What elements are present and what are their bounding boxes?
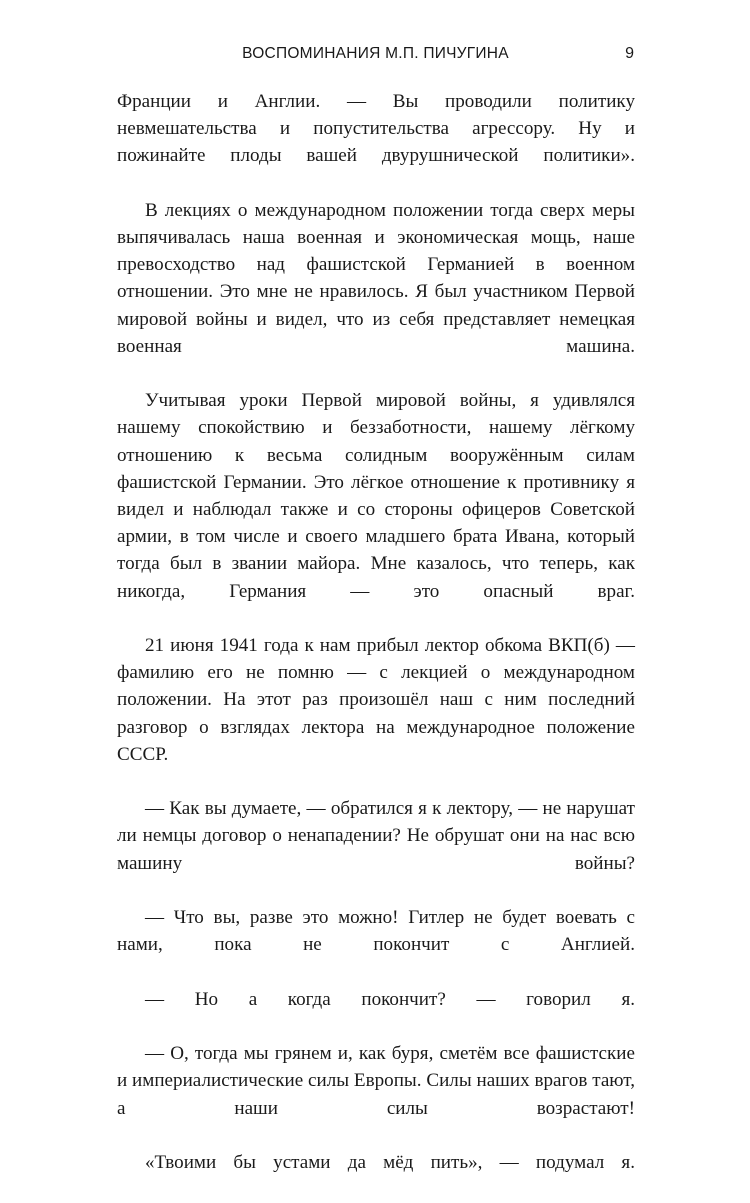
running-head-title: ВОСПОМИНАНИЯ М.П. ПИЧУГИНА <box>242 45 509 62</box>
paragraph: Франции и Англии. — Вы проводили политику невмешательства и попустительства агрессору. Ну и пожинайте плоды вашей двурушнической политики». <box>117 91 635 167</box>
page-number: 9 <box>625 45 634 62</box>
paragraph: В лекциях о международном положении тогда сверх меры выпячивалась наша военная и экономическая мощь, наше превосходство над фашистской Германией в военном отношении. Это мне не нравилось. Я был участником Первой мировой войны и видел, что из себя представляет немецкая военная машина. <box>117 199 635 357</box>
paragraph: — О, тогда мы грянем и, как буря, сметём все фашистские и империалистические силы Европы. Силы наших врагов тают, а наши силы возрастают! <box>117 1043 635 1119</box>
paragraph: 21 июня 1941 года к нам прибыл лектор обкома ВКП(б) — фамилию его не помню — с лекцией о международном положении. На этот раз произошёл наш с ним последний разговор о взглядах лектора на международное положение СССР. <box>117 635 635 765</box>
paragraph: Учитывая уроки Первой мировой войны, я удивлялся нашему спокойствию и беззаботности, нашему лёгкому отношению к весьма солидным вооружённым силам фашистской Германии. Это лёгкое отношение к противнику я видел и наблюдал также и со стороны офицеров Советской армии, в том числе и своего младшего брата Ивана, который тогда был в звании майора. Мне казалось, что теперь, как никогда, Германия — это опасный враг. <box>117 390 635 602</box>
paragraph: — Но а когда покончит? — говорил я. <box>145 988 635 1010</box>
body-text-block <box>117 88 635 1203</box>
paragraph: «Твоими бы устами да мёд пить», — подумал я. <box>145 1151 635 1173</box>
running-head <box>117 42 634 66</box>
paragraph: — Что вы, разве это можно! Гитлер не будет воевать с нами, пока не покончит с Англией. <box>117 907 635 956</box>
paragraph: — Как вы думаете, — обратился я к лектору, — не нарушат ли немцы договор о ненападении? Не обрушат они на нас всю машину войны? <box>117 798 635 874</box>
